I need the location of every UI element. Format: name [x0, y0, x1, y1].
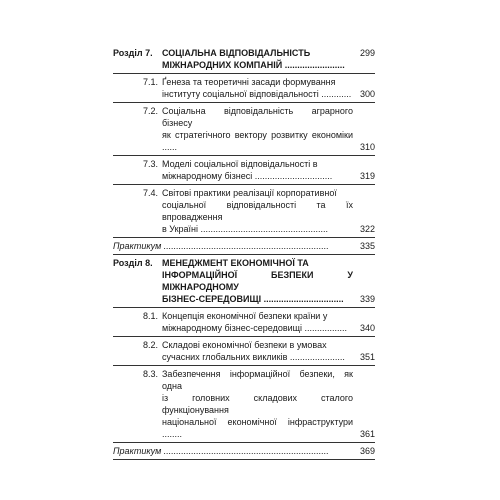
divider	[113, 184, 375, 185]
divider	[113, 365, 375, 366]
section-number: 8.2.	[142, 340, 158, 350]
section-row	[113, 339, 375, 363]
section-page: 340	[359, 323, 375, 333]
section-page: 361	[359, 429, 375, 439]
section-row	[113, 368, 375, 440]
section-title: Концепція економічної безпеки країни у міжнародному бізнес-середовищі .................	[162, 311, 348, 333]
section-row	[113, 310, 375, 334]
chapter-8-row	[113, 257, 375, 305]
section-page: 300	[359, 89, 375, 99]
practicum-page: 335	[359, 241, 375, 251]
divider	[113, 237, 375, 238]
divider	[113, 442, 375, 443]
section-title: Соціальна відповідальність аграрного бізнесу як стратегічного вектору розвитку економіки ......	[162, 106, 353, 152]
section-row	[113, 105, 375, 153]
chapter-8-page: 339	[359, 294, 375, 304]
practicum-label: Практикум ..................................................................	[113, 241, 329, 251]
practicum-label: Практикум ..................................................................	[113, 446, 329, 456]
practicum-page: 369	[359, 446, 375, 456]
divider	[113, 307, 375, 308]
section-number: 7.1.	[142, 77, 158, 87]
practicum-row	[113, 445, 375, 457]
divider	[113, 73, 375, 74]
section-title: Світові практики реалізації корпоративної соціальної відповідальності та їх впровадження в Україні ...................................................	[162, 188, 353, 234]
section-page: 351	[359, 352, 375, 362]
section-number: 8.3.	[142, 369, 158, 379]
section-page: 322	[359, 224, 375, 234]
divider	[113, 459, 375, 460]
section-row	[113, 158, 375, 182]
divider	[113, 155, 375, 156]
divider	[113, 254, 375, 255]
section-title: Ґенеза та теоретичні засади формування інституту соціальної відповідальності ............	[162, 77, 352, 99]
chapter-7-title: СОЦІАЛЬНА ВІДПОВІДАЛЬНІСТЬ МІЖНАРОДНИХ КОМПАНІЙ ........................	[162, 48, 345, 70]
section-page: 319	[359, 171, 375, 181]
section-number: 7.4.	[142, 188, 158, 198]
section-row	[113, 187, 375, 235]
divider	[113, 336, 375, 337]
section-number: 8.1.	[142, 311, 158, 321]
section-row	[113, 76, 375, 100]
chapter-7-label: Розділ 7.	[113, 48, 153, 58]
chapter-8-title: МЕНЕДЖМЕНТ ЕКОНОМІЧНОЇ ТА ІНФОРМАЦІЙНОЇ БЕЗПЕКИ У МІЖНАРОДНОМУ БІЗНЕС-СЕРЕДОВИЩІ ................................	[162, 258, 353, 304]
section-title: Моделі соціальної відповідальності в міжнародному бізнесі ...............................	[162, 159, 333, 181]
section-title: Забезпечення інформаційної безпеки, як одна із головних складових сталого функціонування національної економічної інфраструктури ........	[162, 369, 353, 439]
section-title: Складові економічної безпеки в умовах сучасних глобальних викликів ......................	[162, 340, 345, 362]
chapter-7-page: 299	[359, 48, 375, 58]
divider	[113, 102, 375, 103]
chapter-8-label: Розділ 8.	[113, 258, 153, 268]
section-page: 310	[359, 142, 375, 152]
table-of-contents	[113, 47, 375, 462]
section-number: 7.3.	[142, 159, 158, 169]
chapter-7-row	[113, 47, 375, 71]
practicum-row	[113, 240, 375, 252]
section-number: 7.2.	[142, 106, 158, 116]
